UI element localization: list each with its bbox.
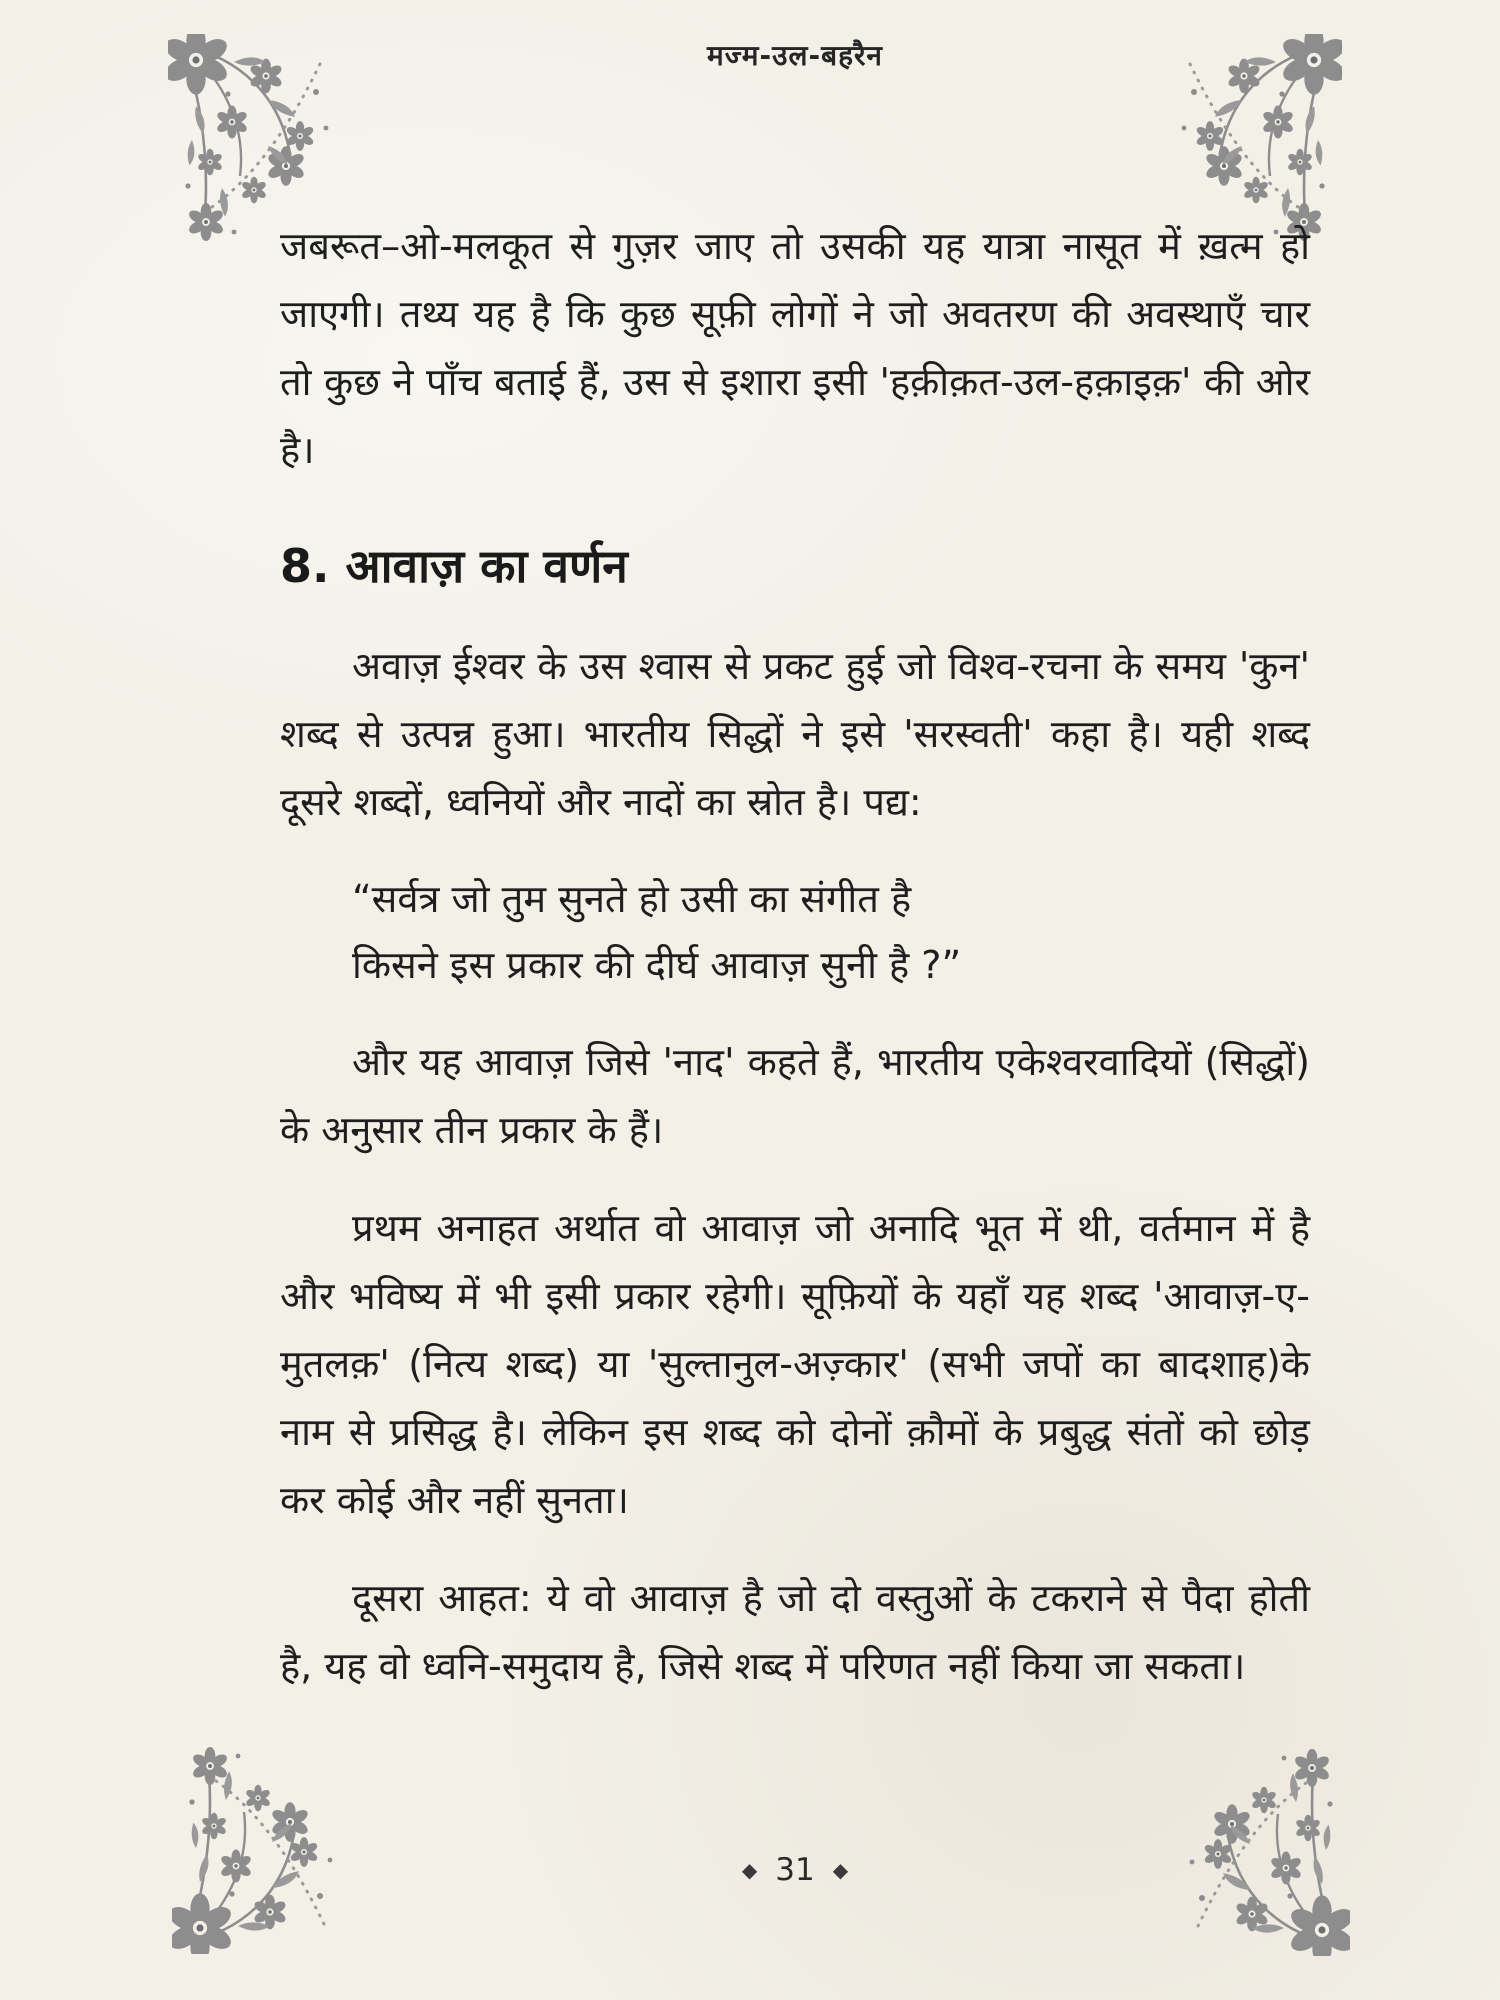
verse-line: “सर्वत्र जो तुम सुनते हो उसी का संगीत है xyxy=(352,877,912,921)
page-text-block xyxy=(280,212,1310,1700)
running-header-book-title: मज्म-उल-बहरैन xyxy=(707,39,883,72)
section-heading: 8. आवाज़ का वर्णन xyxy=(280,539,628,593)
paragraph-aahat: दूसरा आहत: ये वो आवाज़ है जो दो वस्तुओं के टकराने से पैदा होती है, यह वो ध्वनि-समुदाय है, जिसे शब्द में परिणत नहीं किया जा सकता। xyxy=(280,1576,1310,1688)
paragraph-intro: अवाज़ ईश्वर के उस श्वास से प्रकट हुई जो विश्व-रचना के समय 'कुन' शब्द से उत्पन्न हुआ। भारतीय सिद्धों ने इसे 'सरस्वती' कहा है। यही शब्द दूसरे शब्दों, ध्वनियों और नादों का स्रोत है। पद्य: xyxy=(280,644,1310,824)
page-footer xyxy=(280,1852,1310,1888)
verse-block xyxy=(352,866,1310,998)
verse-line: किसने इस प्रकार की दीर्घ आवाज़ सुनी है ?” xyxy=(352,943,962,987)
paragraph-naad: और यह आवाज़ जिसे 'नाद' कहते हैं, भारतीय एकेश्वरवादियों (सिद्धों) के अनुसार तीन प्रकार के हैं। xyxy=(280,1040,1310,1152)
floral-corner-ornament-bottom-left-icon xyxy=(172,1746,350,1954)
paragraph-continuation: जबरूत–ओ-मलकूत से गुज़र जाए तो उसकी यह यात्रा नासूत में ख़त्म हो जाएगी। तथ्य यह है कि कुछ सूफ़ी लोगों ने जो अवतरण की अवस्थाएँ चार तो कुछ ने पाँच बताई हैं, उस से इशारा इसी 'हक़ीक़त-उल-हक़ाइक़' की ओर है। xyxy=(280,224,1310,472)
footer-diamond-icon: ◆ xyxy=(741,1858,758,1882)
paragraph-anahat: प्रथम अनाहत अर्थात वो आवाज़ जो अनादि भूत में थी, वर्तमान में है और भविष्य में भी इसी प्रकार रहेगी। सूफ़ियों के यहाँ यह शब्द 'आवाज़-ए-मुतलक़' (नित्य शब्द) या 'सुल्तानुल-अज़्कार' (सभी जपों का बादशाह)के नाम से प्रसिद्ध है। लेकिन इस शब्द को दोनों क़ौमों के प्रबुद्ध संतों को छोड़ कर कोई और नहीं सुनता। xyxy=(280,1206,1310,1522)
page-number: 31 xyxy=(775,1852,815,1888)
footer-diamond-icon: ◆ xyxy=(832,1858,849,1882)
